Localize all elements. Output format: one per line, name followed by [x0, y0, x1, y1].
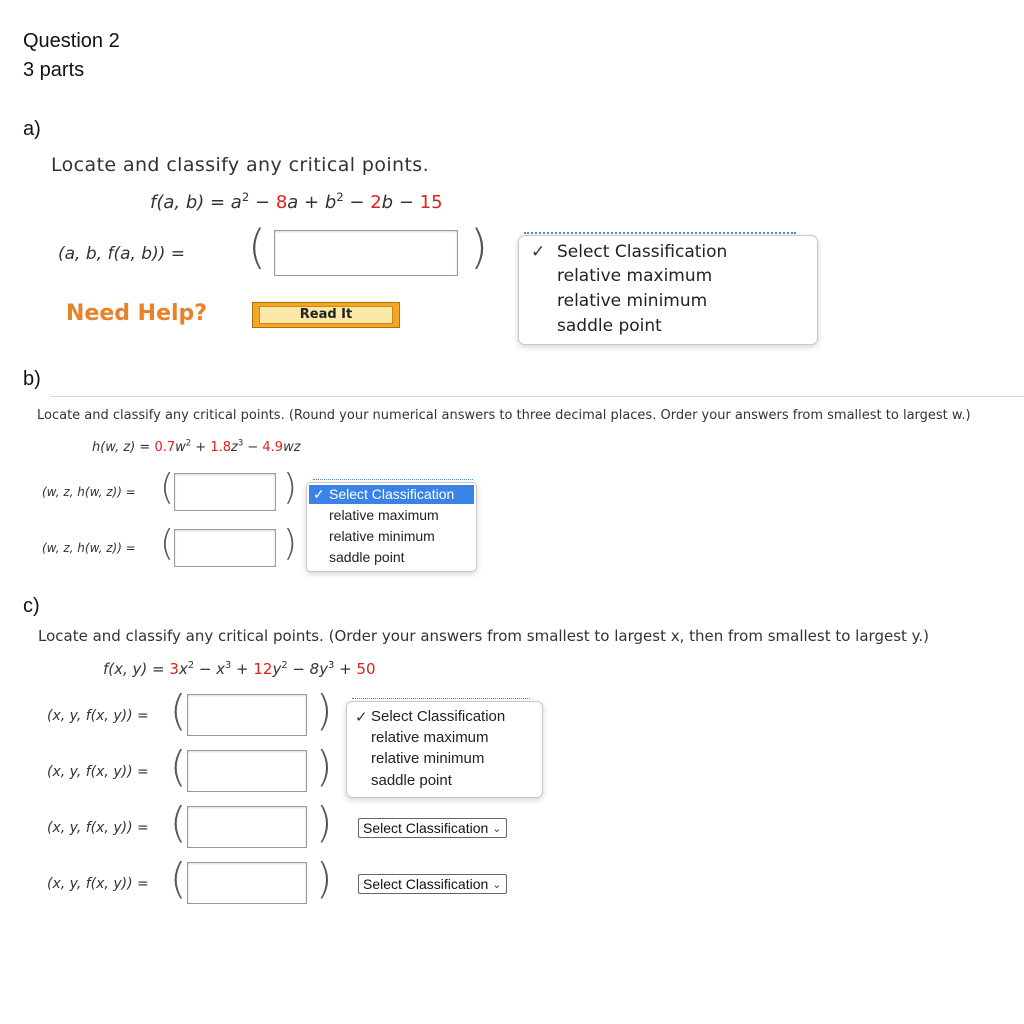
close-paren: ) [316, 854, 333, 903]
question-title: Question 2 [23, 30, 120, 52]
part-c-function: f(x, $y) = 3x^2 - x^3 + 12y^2 - 8y^3 + 50$ [103, 660, 376, 678]
part-b-answer-input-1[interactable] [174, 473, 276, 511]
menu-option-relative-minimum[interactable]: relative minimum [371, 750, 485, 767]
part-a-instruction: Locate and classify any critical points. [51, 154, 430, 176]
close-paren: ) [283, 523, 298, 564]
part-b-answer-label-2: (w, z, h(w, z)) = [42, 541, 136, 555]
open-paren: ( [170, 686, 187, 735]
part-c-answer-input-4[interactable] [187, 862, 307, 904]
close-paren: ) [316, 686, 333, 735]
part-c-instruction: Locate and classify any critical points. (Order your answers from smallest to largest x, then from smallest to largest y.) [38, 627, 930, 645]
question-parts: 3 parts [23, 59, 85, 81]
classification-select-3[interactable] [358, 818, 507, 838]
close-paren: ) [316, 798, 333, 847]
part-a-function: f(a, $b) = a^2 - 8a + b^2 - 2b - 15$ [150, 190, 443, 213]
need-help-text: Need Help? [66, 301, 208, 326]
part-c-answer-input-1[interactable] [187, 694, 307, 736]
menu-option-relative-maximum[interactable]: relative maximum [371, 729, 489, 746]
check-icon: ✓ [313, 486, 325, 502]
part-c-answer-label-3: (x, y, f(x, y)) = [47, 820, 149, 836]
open-paren: ( [170, 798, 187, 847]
chevron-down-icon: ⌄ [492, 878, 502, 891]
close-paren: ) [316, 742, 333, 791]
close-paren: ) [283, 467, 298, 508]
select-label: Select Classification [363, 820, 489, 836]
menu-option-relative-minimum[interactable]: relative minimum [557, 291, 708, 311]
part-b-answer-input-2[interactable] [174, 529, 276, 567]
select-label: Select Classification [363, 876, 489, 892]
part-b-classification-menu[interactable] [306, 482, 477, 572]
menu-option-relative-maximum[interactable]: relative maximum [329, 507, 439, 523]
check-icon: ✓ [355, 709, 368, 726]
part-a-label: a) [23, 118, 41, 140]
part-a-answer-label: (a, b, f(a, b)) = [58, 244, 186, 264]
check-icon: ✓ [531, 242, 546, 262]
classification-select-4[interactable] [358, 874, 507, 894]
open-paren: ( [170, 742, 187, 791]
dropdown-focus-ring [352, 698, 530, 699]
menu-option-relative-minimum[interactable]: relative minimum [329, 528, 435, 544]
part-c-label: c) [23, 595, 40, 617]
open-paren: ( [248, 220, 266, 274]
read-it-label: Read It [259, 306, 393, 324]
dropdown-focus-ring [524, 232, 796, 234]
menu-option-select[interactable]: Select Classification [557, 242, 728, 262]
part-c-answer-label-4: (x, y, f(x, y)) = [47, 876, 149, 892]
menu-option-relative-maximum[interactable]: relative maximum [557, 266, 713, 286]
chevron-down-icon: ⌄ [492, 822, 502, 835]
part-a-classification-menu[interactable] [518, 235, 818, 345]
part-c-answer-input-2[interactable] [187, 750, 307, 792]
part-c-classification-menu[interactable] [346, 701, 543, 798]
part-b-function: h(w, $z) = 0.7w^2 + 1.8z^3 - 4.9wz$ [92, 437, 301, 455]
part-b-label: b) [23, 368, 41, 390]
part-c-answer-label-1: (x, y, f(x, y)) = [47, 708, 149, 724]
menu-option-saddle-point[interactable]: saddle point [371, 772, 452, 789]
divider [50, 396, 1024, 397]
dropdown-focus-ring [313, 479, 473, 480]
close-paren: ) [470, 220, 488, 274]
part-c-answer-input-3[interactable] [187, 806, 307, 848]
part-b-answer-label-1: (w, z, h(w, z)) = [42, 485, 136, 499]
menu-option-saddle-point[interactable]: saddle point [329, 549, 405, 565]
part-b-instruction: Locate and classify any critical points. (Round your numerical answers to three decimal places. Order your answers from smallest to largest w.) [37, 408, 971, 423]
open-paren: ( [170, 854, 187, 903]
open-paren: ( [160, 467, 175, 508]
part-a-answer-input[interactable] [274, 230, 458, 276]
menu-option-saddle-point[interactable]: saddle point [557, 316, 662, 336]
menu-option-select[interactable]: Select Classification [329, 486, 455, 502]
part-c-answer-label-2: (x, y, f(x, y)) = [47, 764, 149, 780]
open-paren: ( [160, 523, 175, 564]
menu-option-select[interactable]: Select Classification [371, 708, 506, 725]
read-it-button[interactable] [252, 302, 400, 328]
